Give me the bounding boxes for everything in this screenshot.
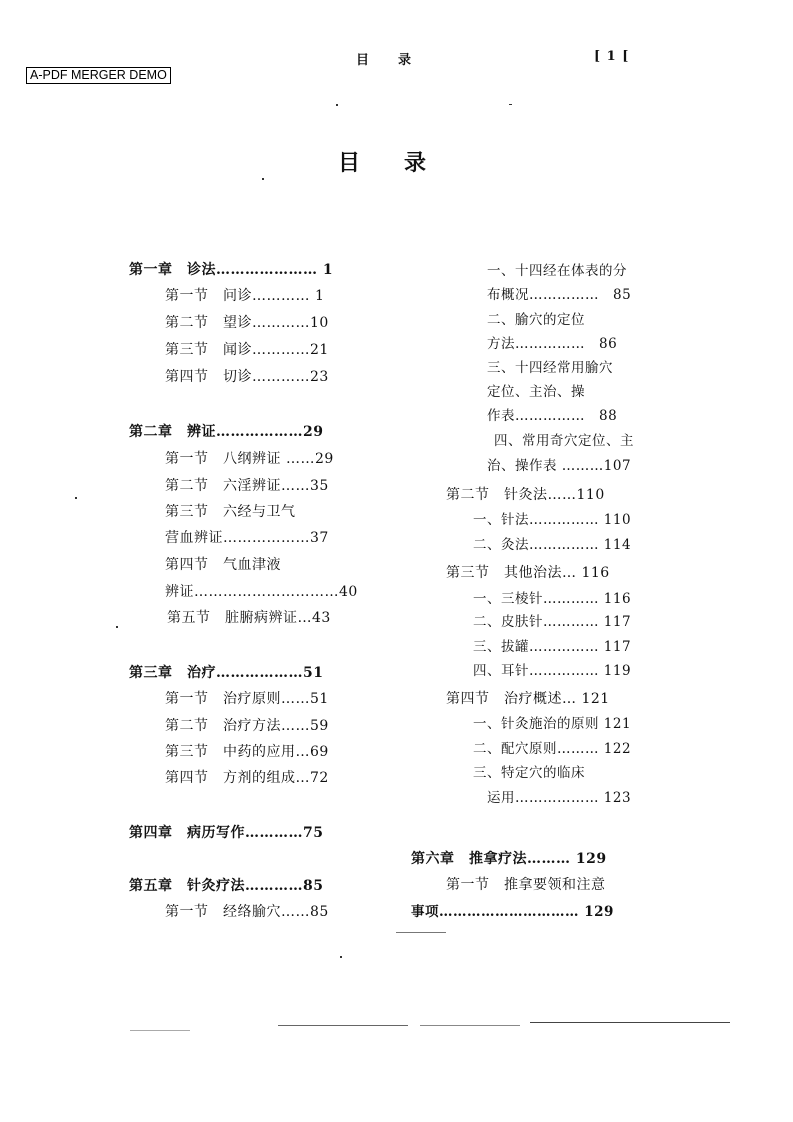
watermark-label: A-PDF MERGER DEMO: [26, 67, 171, 84]
toc-entry[interactable]: 一、三棱针………… 116: [473, 591, 632, 607]
toc-entry[interactable]: 第三节 中药的应用…69: [165, 744, 329, 760]
toc-entry[interactable]: 四、常用奇穴定位、主: [494, 433, 634, 449]
running-header-title: 目 录: [356, 53, 413, 68]
toc-entry[interactable]: 作表…………… 88: [487, 408, 618, 424]
toc-entry[interactable]: 定位、主治、操: [487, 384, 585, 400]
scan-speck: [509, 104, 512, 105]
toc-entry[interactable]: 第四节 气血津液: [165, 557, 281, 573]
page-title: 目 录: [338, 150, 427, 176]
toc-entry[interactable]: 第二节 治疗方法……59: [165, 718, 329, 734]
toc-entry[interactable]: 第一节 问诊………… 1: [165, 288, 325, 304]
toc-entry[interactable]: 二、配穴原则……… 122: [473, 741, 632, 757]
toc-entry[interactable]: 三、拔罐…………… 117: [473, 639, 632, 655]
toc-entry[interactable]: 第一节 推拿要领和注意: [446, 877, 606, 893]
toc-entry[interactable]: 一、针法…………… 110: [473, 512, 632, 528]
toc-entry[interactable]: 第三章 治疗………………51: [129, 665, 324, 681]
scan-line: [396, 932, 446, 933]
toc-entry[interactable]: 第三节 六经与卫气: [165, 504, 296, 520]
toc-entry[interactable]: 运用……………… 123: [487, 790, 632, 806]
scan-speck: [336, 104, 338, 106]
toc-entry[interactable]: 三、十四经常用腧穴: [487, 360, 613, 376]
scan-speck: [262, 178, 264, 180]
toc-entry[interactable]: 第一章 诊法………………… 1: [129, 262, 334, 278]
toc-entry[interactable]: 第二节 针灸法……110: [446, 487, 605, 503]
toc-entry[interactable]: 第三节 其他治法… 116: [446, 565, 610, 581]
toc-entry[interactable]: 第二章 辨证………………29: [129, 424, 324, 440]
toc-entry[interactable]: 二、皮肤针………… 117: [473, 614, 632, 630]
toc-entry[interactable]: 第四节 切诊…………23: [165, 369, 329, 385]
toc-entry[interactable]: 方法…………… 86: [487, 336, 618, 352]
scan-line: [420, 1025, 520, 1026]
toc-entry[interactable]: 事项………………………… 129: [411, 904, 614, 920]
toc-entry[interactable]: 第六章 推拿疗法……… 129: [411, 851, 607, 867]
scan-line: [278, 1025, 408, 1026]
toc-entry[interactable]: 营血辨证………………37: [165, 530, 329, 546]
toc-entry[interactable]: 第二节 望诊…………10: [165, 315, 329, 331]
scan-speck: [116, 626, 118, 628]
toc-entry[interactable]: 治、操作表 ………107: [487, 458, 632, 474]
toc-entry[interactable]: 辨证…………………………40: [165, 584, 358, 600]
toc-entry[interactable]: 一、针灸施治的原则 121: [473, 716, 632, 732]
scan-speck: [340, 956, 342, 958]
toc-entry[interactable]: 第五节 脏腑病辨证…43: [167, 610, 331, 626]
toc-entry[interactable]: 二、腧穴的定位: [487, 312, 585, 328]
toc-entry[interactable]: 一、十四经在体表的分: [487, 263, 627, 279]
toc-entry[interactable]: 四、耳针…………… 119: [473, 663, 632, 679]
toc-entry[interactable]: 第四章 病历写作…………75: [129, 825, 324, 841]
toc-entry[interactable]: 第三节 闻诊…………21: [165, 342, 329, 358]
toc-entry[interactable]: 第四节 方剂的组成…72: [165, 770, 329, 786]
toc-entry[interactable]: 二、灸法…………… 114: [473, 537, 632, 553]
toc-entry[interactable]: 布概况…………… 85: [487, 287, 632, 303]
toc-entry[interactable]: 第一节 治疗原则……51: [165, 691, 329, 707]
toc-entry[interactable]: 第一节 经络腧穴……85: [165, 904, 329, 920]
toc-entry[interactable]: 第五章 针灸疗法…………85: [129, 878, 324, 894]
toc-entry[interactable]: 第二节 六淫辨证……35: [165, 478, 329, 494]
scan-line: [130, 1030, 190, 1031]
scan-speck: [75, 497, 77, 499]
toc-entry[interactable]: 三、特定穴的临床: [473, 765, 585, 781]
scan-line: [530, 1022, 730, 1023]
toc-entry[interactable]: 第一节 八纲辨证 ……29: [165, 451, 334, 467]
toc-entry[interactable]: 第四节 治疗概述… 121: [446, 691, 610, 707]
page-number: [ 1 [: [594, 49, 630, 64]
